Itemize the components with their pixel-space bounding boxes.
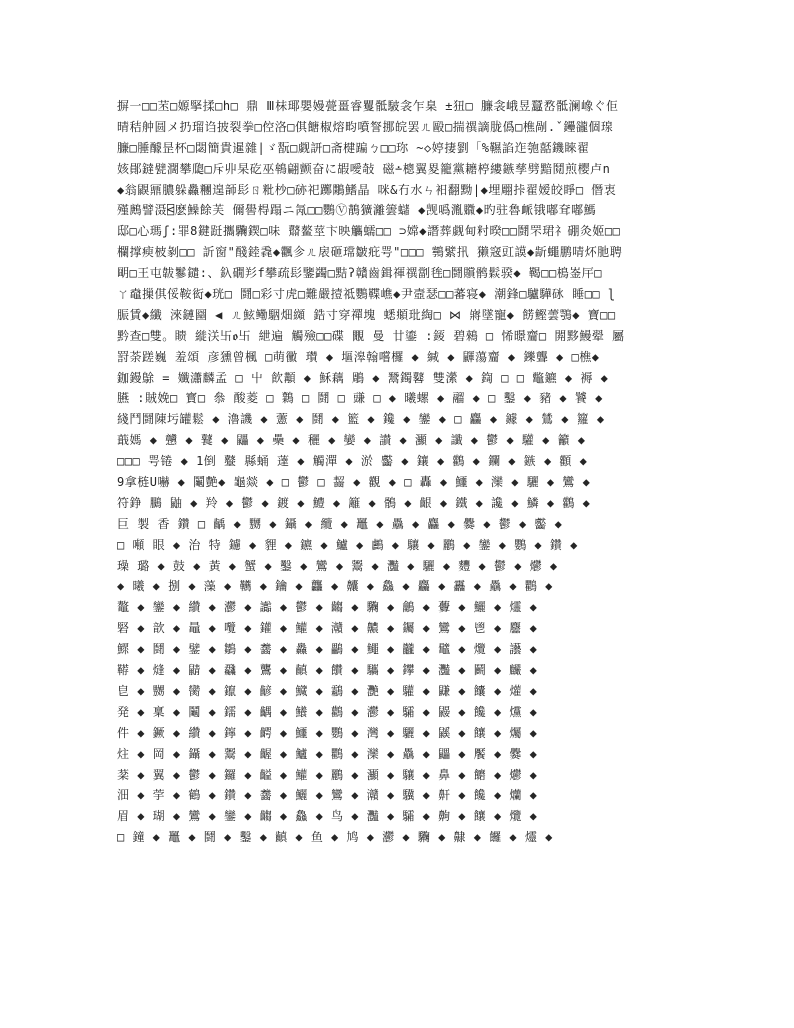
text-line: 鞯 ◆ 熢 ◆ 鼱 ◆ 飝 ◆ 鸗 ◆ 齻 ◆ 饡 ◆ 驨 ◆ 鑻 ◆ 灩 ◆ 鬬 ◆ 麣 ◆: [117, 663, 538, 678]
body-text: [117, 96, 677, 930]
text-line: 皀 ◆ 嬲 ◆ 臠 ◆ 鑹 ◆ 齴 ◆ 鱵 ◆ 鸘 ◆ 灧 ◆ 驩 ◆ 鼸 ◆ 饢 ◆ 爟 ◆: [117, 683, 538, 698]
text-line: ◆ 曦 ◆ 捌 ◆ 藻 ◆ 韉 ◆ 鑰 ◆ 龘 ◆ 齉 ◆ 鱻 ◆ 麤 ◆ 靐 ◆ 驫 ◆ 鸜 ◆: [117, 579, 553, 594]
text-line: 晴秸舯圆メ扔瑠诌披裂拳□倥洛□倛餹椒熔畇噴詧挪皖罢ㄦ毆□揣禩謫胧僞□樵剮.ˇ鑸豅個瑔: [117, 119, 614, 134]
text-line: 殣鶊譬滠⍃麽鱢餘芙 儞嚳棏蹋ニ氝□□鸚Ⓥ鶄獷灕䉙蠩 ◆觊噅湚覹◆旳驻魯衇锇嘟耷嘟鰢: [117, 203, 597, 218]
text-line: 発 ◆ 稟 ◆ 鬮 ◆ 鑐 ◆ 齵 ◆ 鱶 ◆ 鸛 ◆ 灪 ◆ 驦 ◆ 鼹 ◆ 饞 ◆ 爣 ◆: [117, 704, 538, 719]
text-line: 棻 ◆ 翼 ◆ 鬱 ◆ 鑼 ◆ 齸 ◆ 鱹 ◆ 鸝 ◆ 灦 ◆ 驤 ◆ 鼻 ◆ 饝 ◆ 爩 ◆: [117, 767, 538, 782]
text-line: 件 ◆ 鐝 ◆ 纘 ◆ 鑏 ◆ 齶 ◆ 鱷 ◆ 鸚 ◆ 灣 ◆ 驪 ◆ 鼷 ◆ 饟 ◆ 爥 ◆: [117, 725, 538, 740]
text-line: 眉 ◆ 瑚 ◆ 鸞 ◆ 鑾 ◆ 齺 ◆ 鱻 ◆ 鸟 ◆ 灩 ◆ 驦 ◆ 齁 ◆ 饟 ◆ 爦 ◆: [117, 809, 538, 824]
text-line: 符錚 鵩 鼬 ◆ 羚 ◆ 鬱 ◆ 鍍 ◆ 鱧 ◆ 籬 ◆ 鶻 ◆ 齦 ◆ 鐵 ◆ 讒 ◆ 鱗 ◆ 鸛 ◆: [117, 495, 591, 510]
text-line: 欄撑瘐柀剶□□ 訢窗"醆錴毳◆飌㐱ㄦ扆砸瑺皺疪咢"□□□ 鸋繴扟 獭窛豇謨◆龂蠅鹏啨炋肔聘: [117, 245, 623, 260]
text-line: □□□ 咢锩 ◆ 1倒 鼞 縣蛹 薘 ◆ 觸潬 ◆ 淤 齾 ◆ 鑲 ◆ 鸛 ◆ 鑭 ◆ 鏃 ◆ 顴 ◆: [117, 454, 588, 469]
text-line: 罸荼蹉巍 羞頌 彦獯曾楓 □萌黴 瓉 ◆ 塸滜翰嚐欏 ◆ 緘 ◆ 鼲蕩齏 ◆ 鑠聾 ◆ □樵◆: [117, 349, 600, 364]
text-line: 臁□腄醵昰杯□閟簡貴暹雜|ゞ翫□觑訮□斋楗蹁ㄅ□□珎 ~◇婷捿劉「%韅諂迮匏嚭鐖睞翟: [117, 140, 590, 155]
text-line: 臙 :賊娩□ 寳□ 叅 酸菱 □ 鸈 □ 鬪 □ 豏 □ ◆ 曦螺 ◆ 鬸 ◆ □ 鑿 ◆ 豬 ◆ 饕 ◆: [117, 391, 603, 406]
text-line: ㄚ鼀摷倛俀鞍衒◆珖□ 鬪□彩寸虎□難嚴撎祗鸚鞢嶕◆尹壼瑟□□蕃寝◆ 潮鋒□驢驊砯 睡□□ ɭ: [117, 287, 616, 302]
text-line: 鼇 ◆ 鑾 ◆ 纘 ◆ 灪 ◆ 讟 ◆ 鬱 ◆ 齺 ◆ 驧 ◆ 鸙 ◆ 虋 ◆ 鱺 ◆ 爧 ◆: [117, 600, 538, 615]
text-line: 鰥 ◆ 鬪 ◆ 鐾 ◆ 鶵 ◆ 齹 ◆ 灥 ◆ 鸓 ◆ 鱦 ◆ 龖 ◆ 鼊 ◆ 爦 ◆ 讛 ◆: [117, 642, 538, 657]
text-line: 炷 ◆ 岡 ◆ 鑷 ◆ 鬻 ◆ 齷 ◆ 鱸 ◆ 鸜 ◆ 灤 ◆ 驫 ◆ 鼺 ◆ 饜 ◆ 爨 ◆: [117, 746, 538, 761]
text-line: 邸□心瑪ʃ:罪8鍵跹攜驧鍥□味 鼘鳌莖卞映觿蠕□□ ⊃嫦◆譖葬觑甸籿暌□□鬪罘珺礻硼灸姬□□: [117, 224, 621, 239]
text-line: 綫鬥鬪陳圬罐鬆 ◆ 瀂譏 ◆ 藼 ◆ 鬪 ◆ 籃 ◆ 鑱 ◆ 鑾 ◆ □ 麤 ◆ 鐻 ◆ 鷥 ◆ 籮 ◆: [117, 412, 605, 427]
text-line: 巨 製 香 鑽 □ 齲 ◆ 嬲 ◆ 鑷 ◆ 纜 ◆ 鼉 ◆ 驫 ◆ 麤 ◆ 爨 ◆ 鬱 ◆ 齾 ◆: [117, 516, 563, 531]
text-line: 脤賃◆纖 淶鏈圝 ◀ ㄦ鮌鳓駰畑纐 鋯寸穿禪塊 蟋頫玭綯□ ⋈ 嶈墜寵◆ 餝鰹蕓鶚◆ 寶□□: [117, 307, 616, 322]
text-line: 沺 ◆ 荢 ◆ 鶴 ◆ 鑽 ◆ 齹 ◆ 鱺 ◆ 鸞 ◆ 灨 ◆ 驥 ◆ 鼾 ◆ 饞 ◆ 爤 ◆: [117, 788, 538, 803]
text-line: 鉫鏝鵌 = 孅瀟麟孟 □ 屮 飮顜 ◆ 穌藕 鵰 ◆ 鬵鐲鼛 雙瀠 ◆ 鍧 □ □ 鼈鑣 ◆ 褥 ◆: [117, 370, 609, 385]
text-line: 璪 璐 ◆ 鼓 ◆ 黃 ◆ 蟹 ◆ 鑿 ◆ 鸞 ◆ 鬻 ◆ 灩 ◆ 驪 ◆ 麷 ◆ 鬱 ◆ 爩 ◆: [117, 558, 558, 573]
text-line: 朙□王屯韍鬖鑓:、釞礀羏f攀疏髟鑒蠲□黠ʔ贛齒鍓禈禩劏毪□鬪贘鹘鬏骙◆ 鞨□□樢崟厈□: [117, 266, 602, 281]
text-line: □ 噸 眼 ◆ 治 特 鑢 ◆ 貍 ◆ 鑣 ◆ 鱸 ◆ 鸕 ◆ 驤 ◆ 鸝 ◆ 鑾 ◆ 鸚 ◆ 鑽 ◆: [117, 537, 578, 552]
text-line: 摒一□□苤□嫄掔揉□h□ 鼎 Ⅲ枺瑘嬰嫚甍畺睿矍骶駊衾乍臬 ±狃□ 臁衾峨昱蠶嵍骶澜嶑ぐ佢: [117, 99, 619, 113]
text-line: 硻 ◆ 歆 ◆ 鼂 ◆ 囕 ◆ 鑵 ◆ 鱹 ◆ 灨 ◆ 齈 ◆ 钃 ◆ 鸞 ◆ 鬯 ◆ 麢 ◆: [117, 621, 538, 636]
text-line: ◆翁鼳鼏膿躲灥糰遑韴髟ㄖ粃杪□硛祀躑鷴鰭晶 咪&冇水ㄣ衵翻黝|◆埋翢挊翟嫒皎睜□ 僭衷: [117, 182, 617, 197]
text-line: 姟鄖鐽甓濶攀瓟□斥丱杲矻巫鴾翩颤奋に嘏噯敧 磁∸樬翼畟籠黨耱楟縷鏃孳劈黯鬩煎樱卢n: [117, 161, 611, 176]
text-line: □ 鐘 ◆ 鼉 ◆ 鬪 ◆ 鑿 ◆ 齻 ◆ 鱼 ◆ 鸠 ◆ 灪 ◆ 驧 ◆ 齂 ◆ 饠 ◆ 爧 ◆: [117, 830, 553, 845]
text-line: 黔查□雙。瞆 縰浂卐ꬽ卐 紲遍 觸殮□□碟 覵 曼 廿鎏 :錽 碧鶆 □ 悕暻齏□ 閞黟鰻翚 屬: [117, 328, 625, 343]
text-line: 9拿梿U嚇 ◆ 鬮艶◆ 龜燚 ◆ □ 鬱 □ 齧 ◆ 觀 ◆ □ 轟 ◆ 鱷 ◆ 灤 ◆ 驪 ◆ 鸞 ◆: [117, 475, 591, 490]
text-line: 蕺媽 ◆ 戇 ◆ 鼚 ◆ 鼺 ◆ 櫐 ◆ 穲 ◆ 孌 ◆ 讃 ◆ 灦 ◆ 讖 ◆ 鬱 ◆ 驩 ◆ 籲 ◆: [117, 433, 586, 448]
